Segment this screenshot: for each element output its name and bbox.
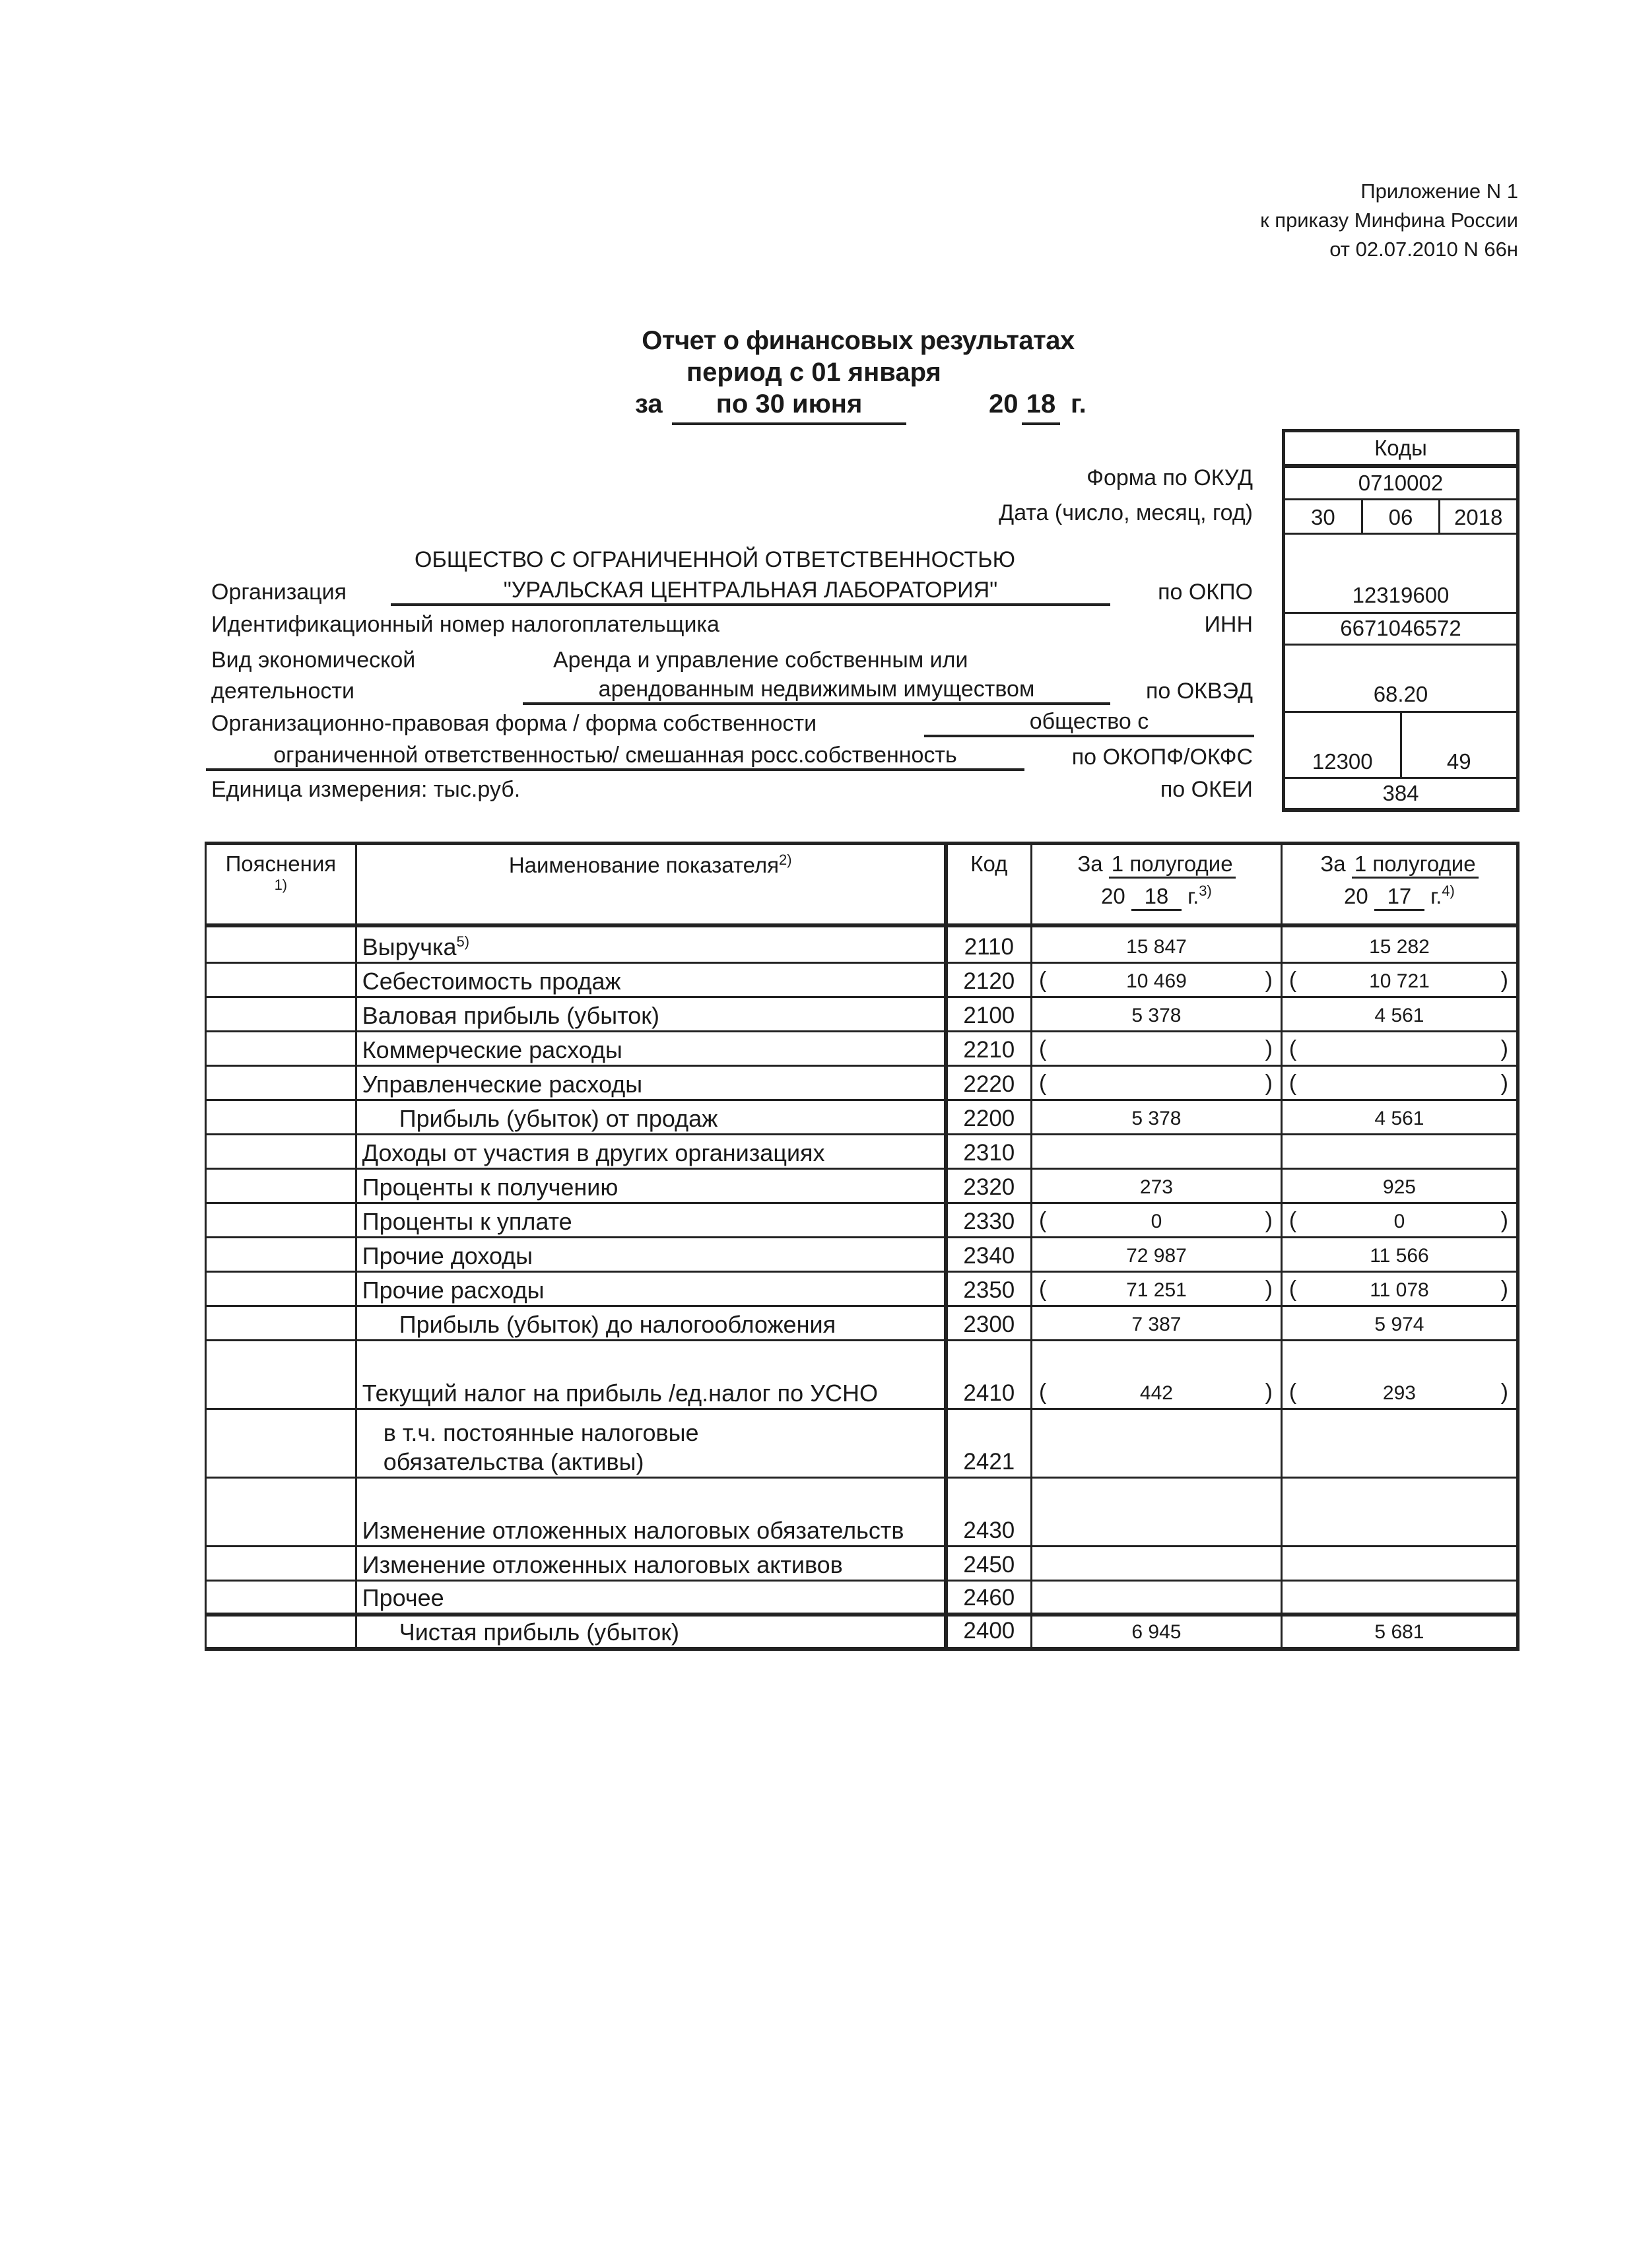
row-code: 2300: [946, 1306, 1032, 1340]
paren-open: (: [1288, 967, 1297, 993]
row-code: 2460: [946, 1580, 1032, 1615]
title-line-2: период с 01 января: [686, 358, 941, 387]
value-text: 10 469: [1126, 970, 1187, 992]
row-note: [206, 1477, 356, 1546]
row-code: 2340: [946, 1237, 1032, 1271]
okud-label: Форма по ОКУД: [1086, 465, 1253, 490]
row-note: [206, 1409, 356, 1477]
table-row: [206, 1203, 1518, 1237]
row-value-previous: [1281, 1203, 1518, 1237]
paren-close: ): [1265, 1276, 1273, 1302]
row-note: [206, 1580, 356, 1615]
header-a-year: 18: [1131, 884, 1182, 911]
row-value-previous: [1281, 1615, 1518, 1649]
value-text: 11 566: [1370, 1244, 1429, 1267]
row-name: Чистая прибыль (убыток): [356, 1615, 945, 1649]
row-name: [356, 925, 945, 963]
row-name: Прибыль (убыток) от продаж: [356, 1100, 945, 1134]
activity-line-2: арендованным недвижимым имуществом: [523, 676, 1110, 705]
paren-open: (: [1288, 1036, 1297, 1061]
table-row: [206, 1271, 1518, 1306]
okei-value: 384: [1382, 781, 1419, 805]
row-code: 2450: [946, 1546, 1032, 1580]
legal-form-label: Организационно-правовая форма / форма собственности: [211, 711, 817, 736]
row-code: 2100: [946, 997, 1032, 1031]
paren-open: (: [1038, 1207, 1047, 1233]
header-name-sup: 2): [779, 851, 792, 868]
appendix-reference: [1260, 177, 1518, 264]
header-name: [356, 844, 945, 925]
value-text: 5 681: [1374, 1621, 1424, 1643]
row-note: [206, 1065, 356, 1100]
row-code: 2421: [946, 1409, 1032, 1477]
row-name: Проценты к уплате: [356, 1203, 945, 1237]
row-code: 2410: [946, 1340, 1032, 1409]
value-text: 273: [1139, 1176, 1173, 1198]
row-value-previous: [1281, 1065, 1518, 1100]
row-value-current: [1031, 962, 1281, 997]
org-name-line-1: ОБЩЕСТВО С ОГРАНИЧЕННОЙ ОТВЕТСТВЕННОСТЬЮ: [415, 547, 1015, 572]
row-code: 2430: [946, 1477, 1032, 1546]
paren-open: (: [1288, 1276, 1297, 1302]
row-name: в т.ч. постоянные налоговые обязательства (активы): [356, 1409, 945, 1477]
row-value-previous: [1281, 1031, 1518, 1065]
okved-label: по ОКВЭД: [1145, 679, 1253, 704]
paren-open: (: [1288, 1207, 1297, 1233]
okei-label: по ОКЕИ: [1160, 777, 1253, 802]
value-text: 5 974: [1374, 1313, 1424, 1335]
row-value-previous: [1281, 1100, 1518, 1134]
row-value-current: [1031, 1203, 1281, 1237]
value-text: 442: [1139, 1382, 1173, 1404]
row-value-previous: [1281, 1306, 1518, 1340]
table-row: [206, 1580, 1518, 1615]
table-header-row: [206, 844, 1518, 925]
row-code: 2220: [946, 1065, 1032, 1100]
appendix-line-3: от 02.07.2010 N 66н: [1329, 238, 1518, 261]
date-day: 30: [1310, 505, 1335, 529]
table-row: [206, 1306, 1518, 1340]
table-row: [206, 1237, 1518, 1271]
value-text: 4 561: [1374, 1004, 1424, 1026]
date-month: 06: [1361, 500, 1439, 533]
header-notes-sup: 1): [274, 877, 288, 893]
value-text: 10 721: [1369, 970, 1430, 992]
row-note: [206, 1546, 356, 1580]
row-value-current: [1031, 1134, 1281, 1168]
title-year-suffix: г.: [1071, 389, 1086, 418]
table-row: [206, 997, 1518, 1031]
row-value-previous: [1281, 1237, 1518, 1271]
okopf-label: по ОКОПФ/ОКФС: [1071, 745, 1253, 770]
paren-open: (: [1288, 1379, 1297, 1405]
row-note: [206, 1340, 356, 1409]
header-notes-label: Пояснения: [225, 851, 337, 876]
value-text: 293: [1382, 1382, 1416, 1404]
paren-close: ): [1500, 1207, 1508, 1233]
row-value-previous: [1281, 997, 1518, 1031]
codes-box: [1282, 429, 1520, 812]
row-value-current: [1031, 1065, 1281, 1100]
row-code: 2110: [946, 925, 1032, 963]
row-name: Проценты к получению: [356, 1168, 945, 1203]
row-code: 2320: [946, 1168, 1032, 1203]
table-row: [206, 1340, 1518, 1409]
okpo-label: по ОКПО: [1158, 580, 1253, 605]
header-name-label: Наименование показателя: [508, 853, 779, 877]
table-row: [206, 1477, 1518, 1546]
value-text: 6 945: [1131, 1621, 1182, 1643]
header-notes: [206, 844, 356, 925]
row-value-previous: [1281, 1477, 1518, 1546]
title-period: по 30 июня: [672, 388, 906, 425]
activity-label-2: деятельности: [211, 679, 354, 704]
row-name: Доходы от участия в других организациях: [356, 1134, 945, 1168]
row-note: [206, 1237, 356, 1271]
table-row: [206, 1065, 1518, 1100]
table-row-total: [206, 1615, 1518, 1649]
value-text: 71 251: [1126, 1279, 1187, 1301]
paren-close: ): [1500, 1070, 1508, 1096]
codes-date-row: [1285, 498, 1516, 533]
value-text: 4 561: [1374, 1107, 1424, 1129]
row-note: [206, 997, 356, 1031]
paren-close: ): [1265, 1036, 1273, 1061]
paren-close: ): [1500, 1379, 1508, 1405]
title-za: за: [635, 389, 663, 418]
row-code: 2310: [946, 1134, 1032, 1168]
paren-close: ): [1265, 1379, 1273, 1405]
paren-close: ): [1500, 967, 1508, 993]
row-name: Валовая прибыль (убыток): [356, 997, 945, 1031]
row-value-current: [1031, 1546, 1281, 1580]
row-value-current: [1031, 925, 1281, 963]
header-b-sup: 4): [1442, 883, 1455, 899]
row-name: Коммерческие расходы: [356, 1031, 945, 1065]
unit-label: Единица измерения: тыс.руб.: [211, 777, 521, 802]
table-row: [206, 1100, 1518, 1134]
row-value-previous: [1281, 1340, 1518, 1409]
row-value-current: [1031, 1580, 1281, 1615]
paren-close: ): [1265, 1070, 1273, 1096]
org-label: Организация: [211, 580, 347, 605]
paren-open: (: [1288, 1070, 1297, 1096]
report-title: [594, 325, 1122, 425]
row-value-previous: [1281, 1580, 1518, 1615]
header-code-label: Код: [970, 851, 1008, 876]
table-row: [206, 962, 1518, 997]
row-name: Прибыль (убыток) до налогообложения: [356, 1306, 945, 1340]
row-value-current: [1031, 1409, 1281, 1477]
paren-open: (: [1038, 1036, 1047, 1061]
row-name: Прочее: [356, 1580, 945, 1615]
header-a-sup: 3): [1199, 883, 1212, 899]
paren-close: ): [1265, 967, 1273, 993]
row-note: [206, 1168, 356, 1203]
value-text: 15 282: [1369, 935, 1430, 958]
codes-okpo-row: [1285, 533, 1516, 612]
header-period-current: [1031, 844, 1281, 925]
header-a-prefix: За: [1077, 851, 1103, 876]
row-note: [206, 1615, 356, 1649]
legal-form-line-2: ограниченной ответственностью/ смешанная росс.собственность: [206, 742, 1024, 771]
row-code: 2330: [946, 1203, 1032, 1237]
value-text: 0: [1151, 1210, 1162, 1232]
paren-close: ): [1500, 1036, 1508, 1061]
row-name: Прочие доходы: [356, 1237, 945, 1271]
legal-form-line-1: общество с: [924, 708, 1254, 737]
header-b-suffix: г.: [1430, 884, 1442, 908]
row-value-previous: [1281, 925, 1518, 963]
header-code: [946, 844, 1032, 925]
okopf-value: 12300: [1312, 749, 1373, 774]
value-text: 15 847: [1126, 935, 1187, 958]
row-value-previous: [1281, 1409, 1518, 1477]
row-value-previous: [1281, 962, 1518, 997]
header-b-period: 1 полугодие: [1352, 851, 1479, 879]
row-value-current: [1031, 1477, 1281, 1546]
row-code: 2400: [946, 1615, 1032, 1649]
header-b-year: 17: [1374, 884, 1424, 911]
activity-label-1: Вид экономической: [211, 648, 416, 673]
row-code: 2210: [946, 1031, 1032, 1065]
row-note: [206, 962, 356, 997]
value-text: 5 378: [1131, 1107, 1182, 1129]
row-name: Изменение отложенных налоговых активов: [356, 1546, 945, 1580]
codes-okud-row: [1285, 464, 1516, 498]
row-value-current: [1031, 997, 1281, 1031]
table-row: [206, 1546, 1518, 1580]
okud-value: 0710002: [1358, 471, 1444, 495]
inn-code-label: ИНН: [1204, 612, 1253, 637]
okpo-value: 12319600: [1352, 583, 1450, 607]
row-value-current: [1031, 1271, 1281, 1306]
row-code: 2120: [946, 962, 1032, 997]
row-value-previous: [1281, 1271, 1518, 1306]
header-b-century: 20: [1344, 884, 1368, 908]
paren-close: ): [1500, 1276, 1508, 1302]
row-value-current: [1031, 1168, 1281, 1203]
row-note: [206, 1203, 356, 1237]
title-line-1: Отчет о финансовых результатах: [642, 326, 1075, 355]
row-note: [206, 1306, 356, 1340]
inn-value: 6671046572: [1340, 616, 1461, 640]
header-a-suffix: г.: [1187, 884, 1199, 908]
paren-open: (: [1038, 967, 1047, 993]
row-value-current: [1031, 1340, 1281, 1409]
row-value-previous: [1281, 1168, 1518, 1203]
value-text: 7 387: [1131, 1313, 1182, 1335]
row-name: Изменение отложенных налоговых обязательств: [356, 1477, 945, 1546]
row-value-current: [1031, 1100, 1281, 1134]
okfs-value: 49: [1400, 713, 1517, 777]
paren-open: (: [1038, 1379, 1047, 1405]
header-a-century: 20: [1101, 884, 1125, 908]
okved-value: 68.20: [1373, 682, 1428, 706]
row-note: [206, 1134, 356, 1168]
header-period-previous: [1281, 844, 1518, 925]
row-value-current: [1031, 1615, 1281, 1649]
row-name-text: Выручка: [362, 933, 457, 960]
financial-results-table: [205, 842, 1520, 1651]
header-b-prefix: За: [1320, 851, 1346, 876]
row-name: Управленческие расходы: [356, 1065, 945, 1100]
date-year: 2018: [1438, 500, 1516, 533]
codes-header: Коды: [1374, 436, 1427, 460]
paren-close: ): [1265, 1207, 1273, 1233]
row-name: Себестоимость продаж: [356, 962, 945, 997]
title-year: 18: [1022, 388, 1060, 425]
activity-line-1: Аренда и управление собственным или: [553, 648, 968, 673]
row-note: [206, 925, 356, 963]
row-note: [206, 1100, 356, 1134]
row-name: Текущий налог на прибыль /ед.налог по УСНО: [356, 1340, 945, 1409]
value-text: 5 378: [1131, 1004, 1182, 1026]
paren-open: (: [1038, 1070, 1047, 1096]
table-row: [206, 1031, 1518, 1065]
row-name-sup: 5): [456, 933, 470, 950]
row-code: 2200: [946, 1100, 1032, 1134]
value-text: 72 987: [1126, 1244, 1187, 1267]
value-text: 925: [1382, 1176, 1416, 1198]
codes-okei-row: [1285, 777, 1516, 808]
row-value-current: [1031, 1306, 1281, 1340]
title-century: 20: [989, 389, 1019, 418]
row-note: [206, 1031, 356, 1065]
appendix-line-1: Приложение N 1: [1360, 180, 1518, 203]
row-note: [206, 1271, 356, 1306]
header-a-period: 1 полугодие: [1109, 851, 1236, 879]
row-name: Прочие расходы: [356, 1271, 945, 1306]
date-label: Дата (число, месяц, год): [999, 500, 1253, 525]
org-name-line-2: "УРАЛЬСКАЯ ЦЕНТРАЛЬНАЯ ЛАБОРАТОРИЯ": [391, 577, 1110, 606]
row-value-previous: [1281, 1546, 1518, 1580]
table-row: [206, 1409, 1518, 1477]
table-row: [206, 925, 1518, 963]
inn-label: Идентификационный номер налогоплательщика: [211, 612, 719, 637]
codes-okopf-row: [1285, 711, 1516, 777]
appendix-line-2: к приказу Минфина России: [1260, 209, 1518, 232]
row-value-current: [1031, 1031, 1281, 1065]
codes-okved-row: [1285, 644, 1516, 711]
table-row: [206, 1168, 1518, 1203]
paren-open: (: [1038, 1276, 1047, 1302]
row-code: 2350: [946, 1271, 1032, 1306]
value-text: 0: [1393, 1210, 1405, 1232]
table-row: [206, 1134, 1518, 1168]
row-value-current: [1031, 1237, 1281, 1271]
codes-inn-row: [1285, 612, 1516, 644]
title-period-line: [594, 388, 1122, 425]
row-value-previous: [1281, 1134, 1518, 1168]
value-text: 11 078: [1370, 1279, 1429, 1301]
codes-header-row: [1285, 432, 1516, 464]
